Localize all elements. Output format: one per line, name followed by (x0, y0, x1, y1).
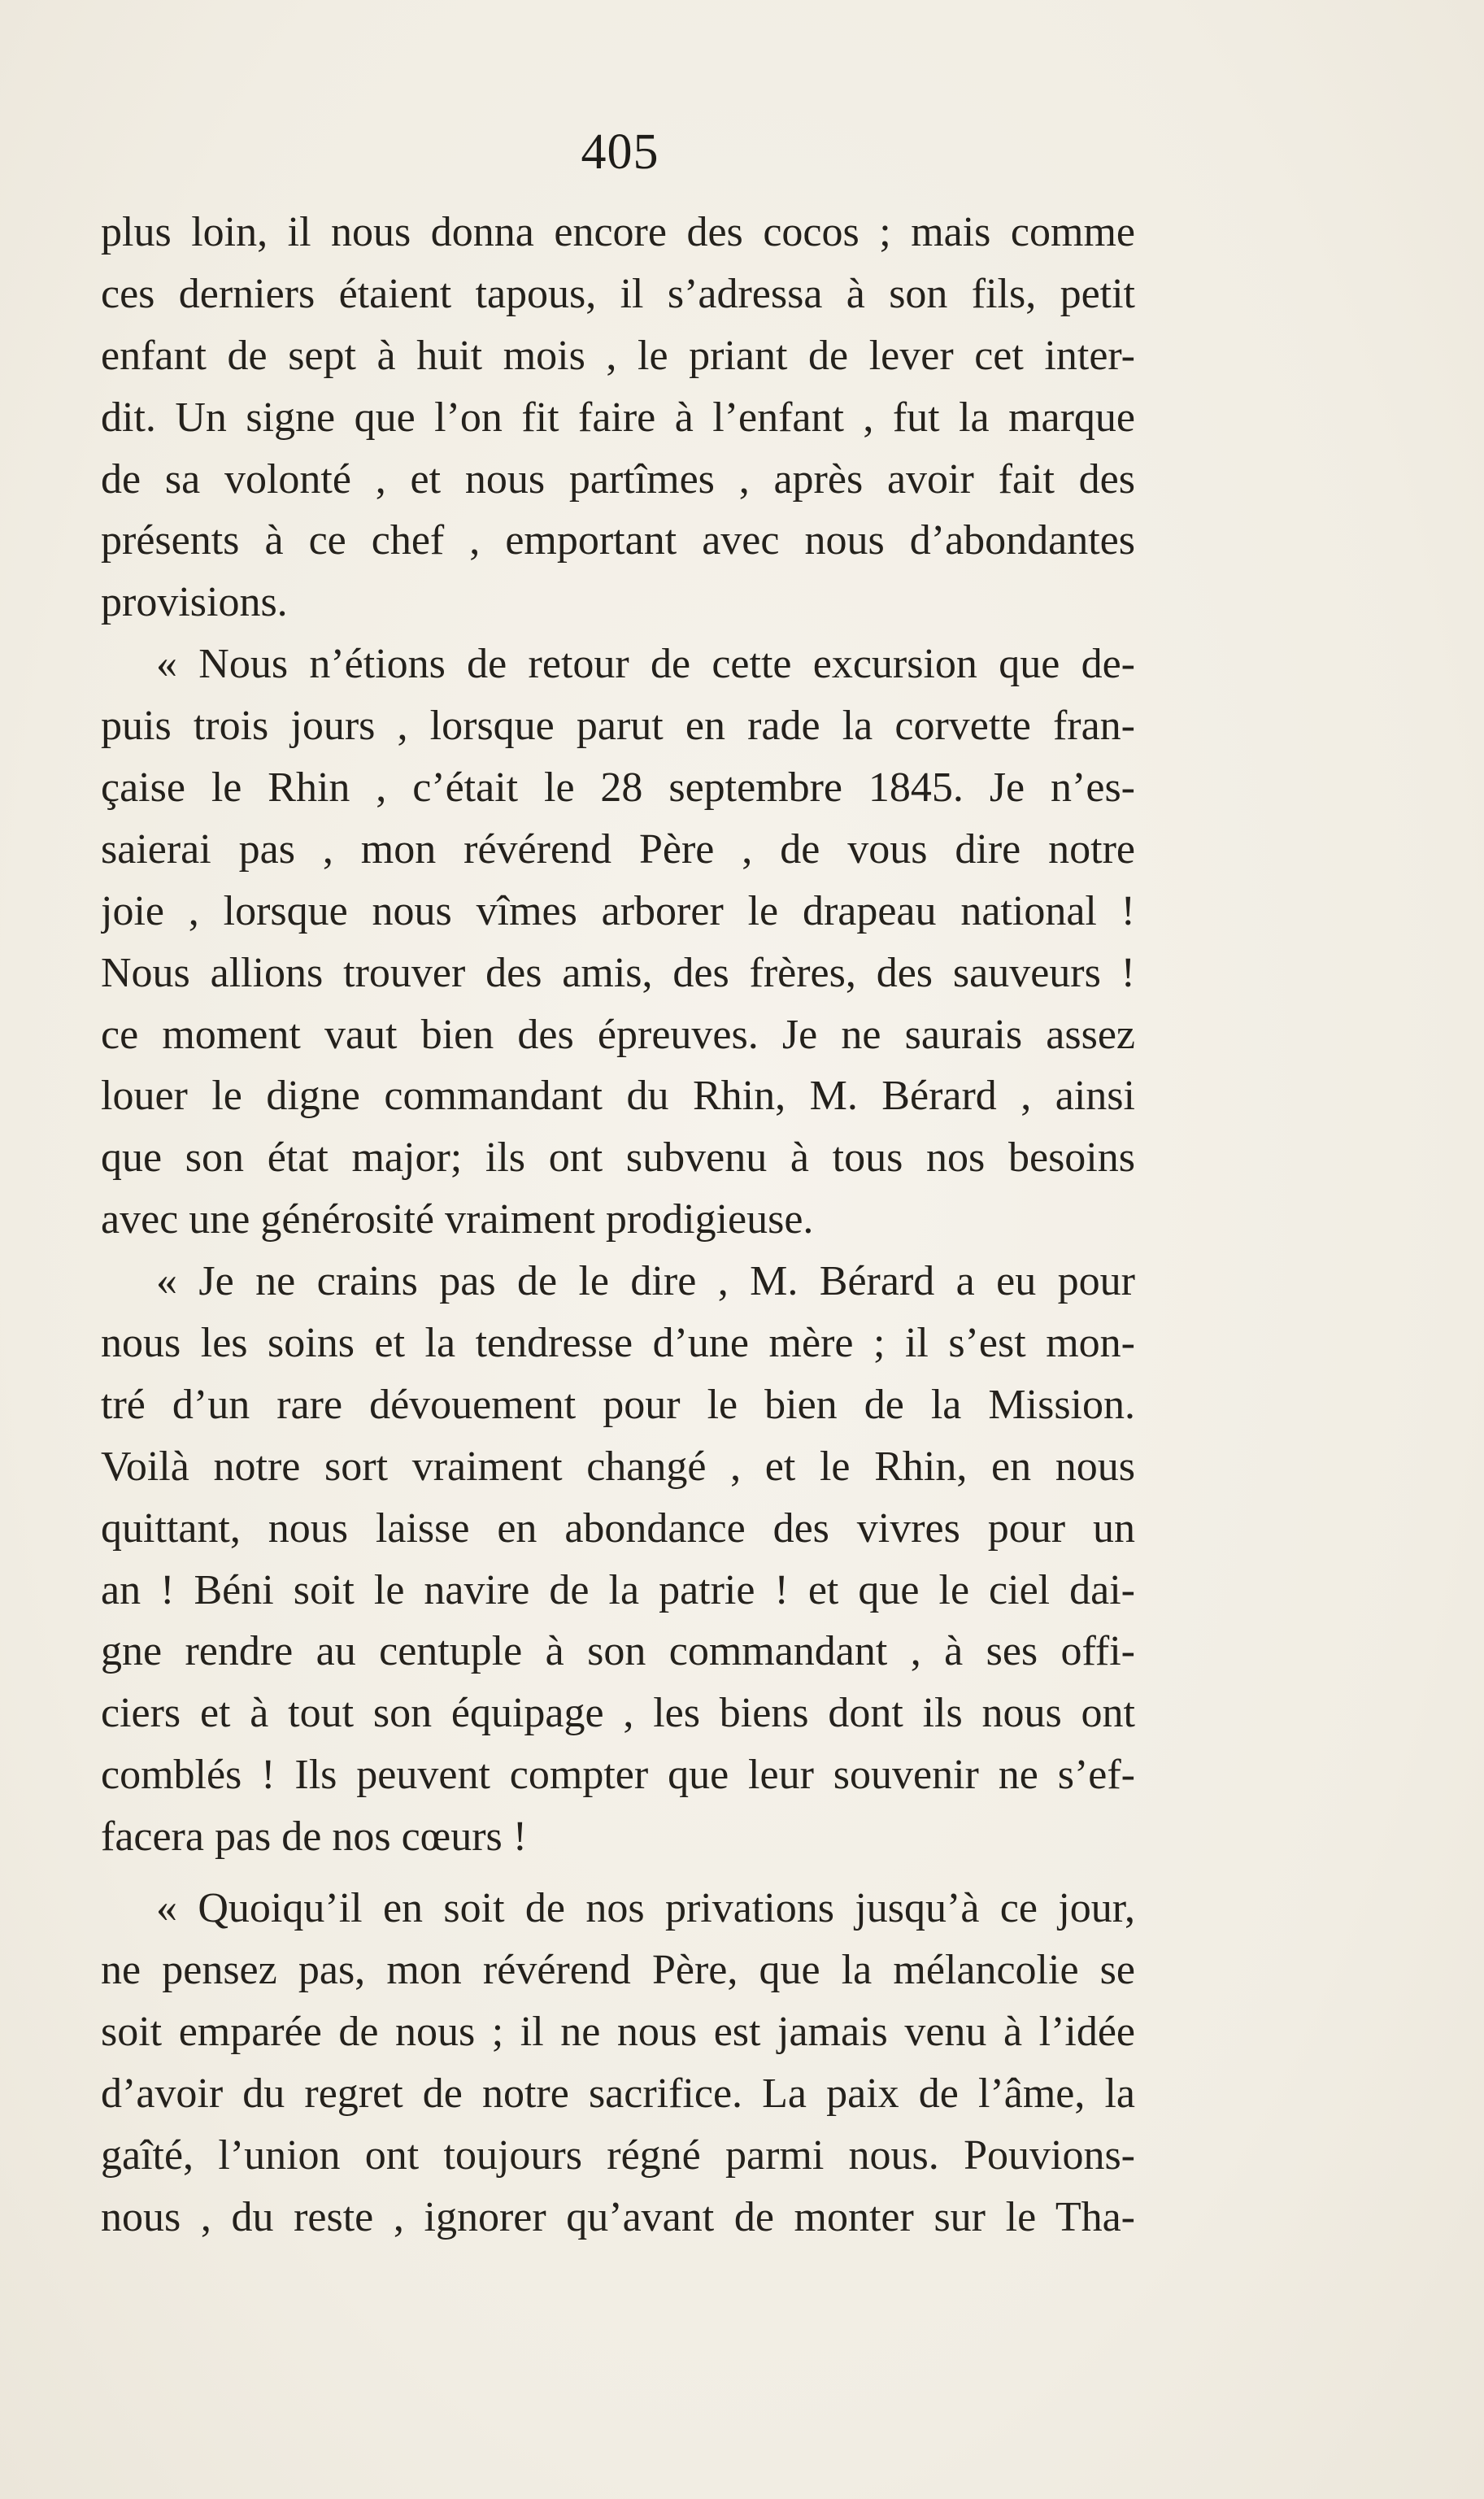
text-line: que son état major; ils ont subvenu à tous nos besoins (101, 1134, 1135, 1182)
text-line: tré d’un rare dévouement pour le bien de la Mission. (101, 1381, 1135, 1428)
text-line: louer le digne commandant du Rhin, M. Bérard , ainsi (101, 1073, 1135, 1120)
text-line: Voilà notre sort vraiment changé , et le Rhin, en nous (101, 1443, 1135, 1490)
text-line: « Quoiqu’il en soit de nos privations jusqu’à ce jour, (156, 1885, 1135, 1932)
text-line: provisions. (101, 579, 288, 626)
text-line: ne pensez pas, mon révérend Père, que la mélancolie se (101, 1946, 1135, 1993)
text-line: d’avoir du regret de notre sacrifice. La paix de l’âme, la (101, 2070, 1135, 2117)
text-line: gne rendre au centuple à son commandant , à ses offi- (101, 1628, 1135, 1675)
text-line: an ! Béni soit le navire de la patrie ! et que le ciel dai- (101, 1566, 1135, 1613)
text-line: ciers et à tout son équipage , les biens dont ils nous ont (101, 1690, 1135, 1737)
text-line: gaîté, l’union ont toujours régné parmi nous. Pouvions- (101, 2131, 1135, 2179)
text-line: comblés ! Ils peuvent compter que leur souvenir ne s’ef- (101, 1752, 1135, 1799)
text-line: ces derniers étaient tapous, il s’adressa à son fils, petit (101, 270, 1135, 317)
text-line: facera pas de nos cœurs ! (101, 1813, 528, 1861)
text-line: nous les soins et la tendresse d’une mère ; il s’est mon- (101, 1320, 1135, 1367)
text-line: saierai pas , mon révérend Père , de vous dire notre (101, 825, 1135, 873)
text-line: soit emparée de nous ; il ne nous est jamais venu à l’idée (101, 2008, 1135, 2055)
text-line: enfant de sept à huit mois , le priant de lever cet inter- (101, 332, 1135, 379)
body-text (101, 202, 1135, 2248)
text-line: joie , lorsque nous vîmes arborer le drapeau national ! (101, 887, 1135, 934)
text-line: avec une générosité vraiment prodigieuse. (101, 1196, 814, 1243)
text-line: nous , du reste , ignorer qu’avant de monter sur le Tha- (101, 2193, 1135, 2240)
text-line: plus loin, il nous donna encore des cocos ; mais comme (101, 209, 1135, 255)
text-line: puis trois jours , lorsque parut en rade la corvette fran- (101, 703, 1135, 750)
text-line: ce moment vaut bien des épreuves. Je ne saurais assez (101, 1011, 1135, 1058)
text-line: de sa volonté , et nous partîmes , après avoir fait des (101, 455, 1135, 503)
text-line: « Nous n’étions de retour de cette excursion que de- (156, 641, 1135, 688)
page-number: 405 (581, 124, 659, 180)
text-line: dit. Un signe que l’on fit faire à l’enfant , fut la marque (101, 394, 1135, 441)
text-line: « Je ne crains pas de le dire , M. Bérard a eu pour (156, 1258, 1135, 1305)
text-line: çaise le Rhin , c’était le 28 septembre 1845. Je n’es- (101, 764, 1135, 812)
text-line: quittant, nous laisse en abondance des vivres pour un (101, 1504, 1135, 1552)
text-line: présents à ce chef , emportant avec nous d’abondantes (101, 517, 1135, 564)
text-line: Nous allions trouver des amis, des frères, des sauveurs ! (101, 949, 1135, 996)
